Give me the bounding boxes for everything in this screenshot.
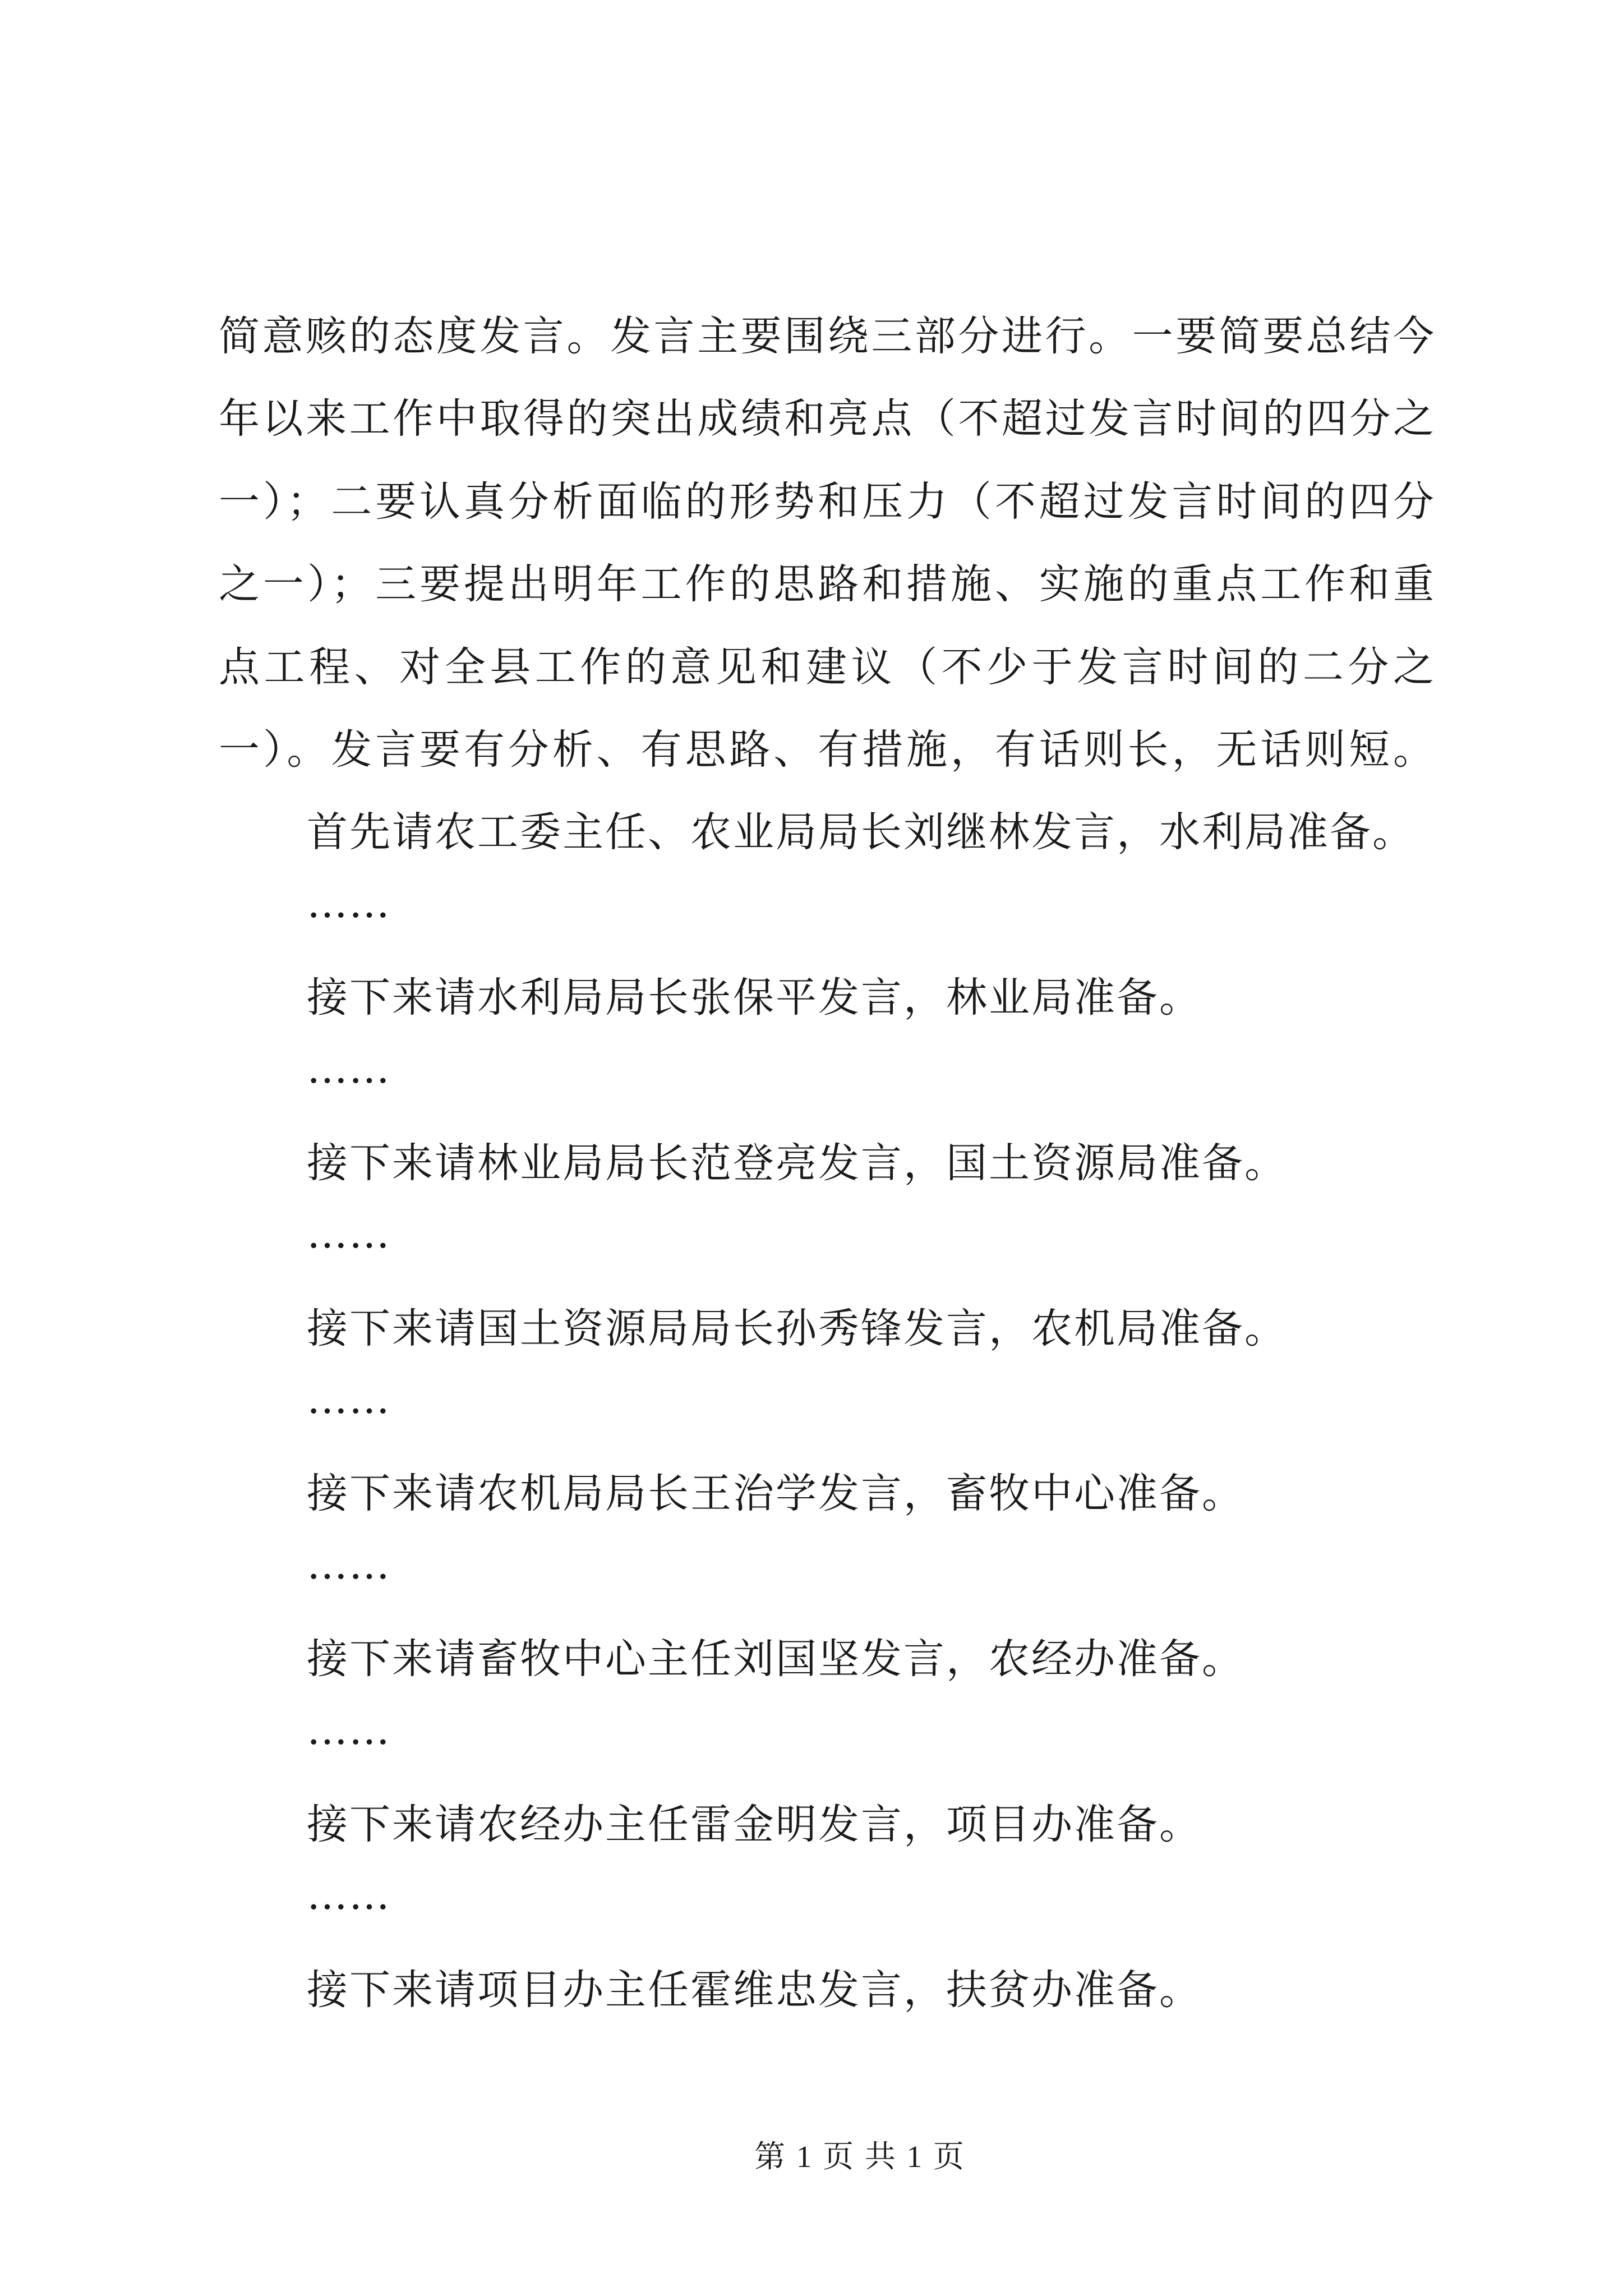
paragraph-line: 简意赅的态度发言。发言主要围绕三部分进行。一要简要总结今 [219,312,1436,360]
ellipsis-line: …… [307,1375,391,1424]
ellipsis-line: …… [307,1540,391,1589]
paragraph-line: 之一）；三要提出明年工作的思路和措施、实施的重点工作和重 [219,560,1436,609]
speaker-line: 接下来请农经办主任雷金明发言，项目办准备。 [307,1801,1202,1849]
ellipsis-line: …… [307,1871,391,1920]
speaker-line: 接下来请农机局局长王治学发言，畜牧中心准备。 [307,1470,1244,1518]
speaker-line: 接下来请项目办主任霍维忠发言，扶贫办准备。 [307,1966,1202,2014]
paragraph-line: 点工程、对全县工作的意见和建议（不少于发言时间的二分之 [219,643,1436,691]
page-footer: 第 1 页 共 1 页 [754,2139,964,2174]
ellipsis-line: …… [307,1045,391,1093]
ellipsis-line: …… [307,879,391,927]
paragraph-line: 一）；二要认真分析面临的形势和压力（不超过发言时间的四分 [219,477,1436,526]
body-text [219,295,1436,2031]
speaker-line: 首先请农工委主任、农业局局长刘继林发言，水利局准备。 [307,808,1415,857]
speaker-line: 接下来请林业局局长范登亮发言，国土资源局准备。 [307,1139,1287,1187]
speaker-line: 接下来请国土资源局局长孙秀锋发言，农机局准备。 [307,1304,1287,1352]
ellipsis-line: …… [307,1210,391,1258]
ellipsis-line: …… [307,1706,391,1754]
speaker-line: 接下来请水利局局长张保平发言，林业局准备。 [307,974,1202,1022]
paragraph-line: 年以来工作中取得的突出成绩和亮点（不超过发言时间的四分之 [219,395,1436,443]
paragraph-line: 一）。发言要有分析、有思路、有措施，有话则长，无话则短。 [219,725,1436,774]
speaker-line: 接下来请畜牧中心主任刘国坚发言，农经办准备。 [307,1635,1244,1683]
